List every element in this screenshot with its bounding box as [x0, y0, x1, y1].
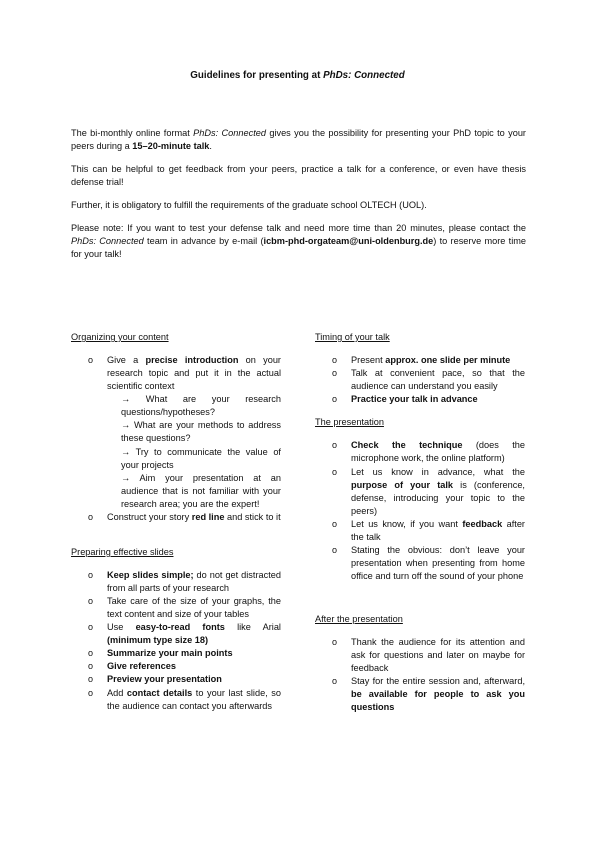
heading-timing: Timing of your talk: [315, 332, 390, 342]
list-item: [71, 569, 281, 595]
intro-p4-text-a: Please note: If you want to test your defense talk and need more time than 20 minutes, please contact the: [71, 223, 526, 234]
presentation-item2-text-b: is (conference, defense, introducing your topic to the peers): [351, 479, 525, 516]
intro-section: [71, 127, 526, 272]
presentation-item3-text-b: after the talk: [351, 518, 525, 542]
list-item: [315, 354, 525, 367]
intro-p4-text-b: team in advance by e-mail (: [143, 236, 264, 247]
list-item: [71, 621, 281, 647]
slides-item3-bold2: (minimum type size 18): [107, 635, 209, 646]
slides-item1-text: do not get distracted from all parts of your research: [107, 569, 281, 593]
slides-item7-text-a: Add: [107, 687, 127, 698]
list-item: o Talk at convenient pace, so that the audience can understand you easily: [315, 367, 525, 393]
intro-p1-italic: PhDs: Connected: [193, 128, 266, 138]
sub-item: → What are your methods to address these questions?: [121, 420, 281, 444]
presentation-item2-bold: purpose of your talk: [351, 479, 454, 490]
list-item: [71, 647, 281, 660]
list-item: [315, 675, 525, 714]
after-item2-text: Stay for the entire session and, afterward,: [351, 676, 525, 687]
intro-p4-italic: PhDs: Connected: [71, 236, 144, 247]
sub-item: → Try to communicate the value of your projects: [121, 446, 281, 470]
slides-item4-bold: Summarize your main points: [107, 648, 233, 659]
organizing-item1-text-a: Give a: [107, 355, 146, 366]
organizing-list: [71, 354, 281, 524]
list-item: [315, 518, 525, 544]
slides-item3-text-b: like Arial: [224, 622, 281, 633]
timing-item3-bold: Practice your talk in advance: [351, 394, 478, 405]
list-item: [71, 660, 281, 673]
intro-p1-bold: 15–20-minute talk: [132, 141, 210, 152]
right-column: [315, 331, 525, 725]
slides-item3-bold: easy-to-read fonts: [135, 622, 225, 633]
organizing-item1-text-b: on your research topic and put it in the actual scientific context: [107, 355, 281, 392]
list-item: [71, 354, 281, 511]
title-italic: PhDs: Connected: [323, 70, 405, 81]
intro-paragraph-2: This can be helpful to get feedback from your peers, practice a talk for a conference, or even have thesis defense trial!: [71, 164, 526, 188]
presentation-item2-text-a: Let us know in advance, what the: [351, 466, 525, 477]
sub-item: → Aim your presentation at an audience that is not familiar with your research area; you are the expert!: [121, 472, 281, 509]
title-prefix: Guidelines for presenting at: [190, 70, 324, 81]
timing-list: [315, 354, 525, 406]
slides-item7-bold: contact details: [126, 687, 193, 698]
slides-item1-bold: Keep slides simple;: [107, 569, 194, 580]
list-item: [315, 466, 525, 518]
intro-p4-email: icbm-phd-orgateam@uni-oldenburg.de: [263, 236, 434, 247]
organizing-item1-bold: precise introduction: [145, 355, 239, 366]
heading-slides: Preparing effective slides: [71, 546, 174, 557]
list-item: o Stating the obvious: don’t leave your presentation when presenting from home office and turn off the sound of your phone: [315, 544, 525, 583]
sub-item: → What are your research questions/hypotheses?: [121, 394, 281, 418]
list-item: [71, 673, 281, 686]
after-list: [315, 636, 525, 714]
timing-item1-text: Present: [351, 355, 386, 366]
slides-item7-text-b: to your last slide, so the audience can contact you afterwards: [107, 687, 281, 711]
organizing-item2-text-b: and stick to it: [224, 511, 281, 522]
list-item: [71, 687, 281, 713]
heading-presentation: The presentation: [315, 417, 384, 428]
intro-p1-text-b: gives you the possibility for presenting your PhD topic to your peers during a: [71, 128, 526, 152]
heading-organizing: Organizing your content: [71, 332, 169, 342]
intro-p4-text-c: ) to reserve more time for your talk!: [71, 236, 527, 260]
presentation-item3-text-a: Let us know, if you want: [351, 518, 463, 529]
organizing-item2-bold: red line: [191, 511, 225, 522]
slides-item6-bold: Preview your presentation: [107, 674, 222, 685]
list-item: o Take care of the size of your graphs, the text content and size of your tables: [71, 595, 281, 621]
left-column: [71, 331, 281, 723]
after-item2-bold: be available for people to ask you questions: [351, 689, 525, 713]
slides-item5-bold: Give references: [107, 661, 176, 672]
list-item: [315, 439, 525, 465]
slides-list: [71, 569, 281, 713]
list-item: [71, 511, 281, 524]
list-item: o Thank the audience for its attention and ask for questions and later on maybe for feedback: [315, 636, 525, 675]
timing-item1-bold: approx. one slide per minute: [385, 355, 511, 366]
presentation-item1-bold: Check the technique: [351, 440, 463, 451]
document-title: [0, 69, 595, 83]
intro-p1-text-a: The bi-monthly online format: [71, 128, 194, 138]
list-item: [315, 393, 525, 406]
presentation-list: [315, 439, 525, 583]
heading-after: After the presentation: [315, 614, 403, 625]
intro-paragraph-4: [71, 222, 526, 261]
intro-p1-text-c: .: [209, 141, 212, 152]
presentation-item1-text: (does the microphone work, the online platform): [351, 440, 525, 464]
organizing-item2-text-a: Construct your story: [107, 511, 192, 522]
intro-paragraph-1: [71, 127, 526, 153]
slides-item3-text-a: Use: [107, 622, 136, 633]
presentation-item3-bold: feedback: [462, 518, 503, 529]
intro-paragraph-3: Further, it is obligatory to fulfill the requirements of the graduate school OLTECH (UOL).: [71, 200, 427, 211]
